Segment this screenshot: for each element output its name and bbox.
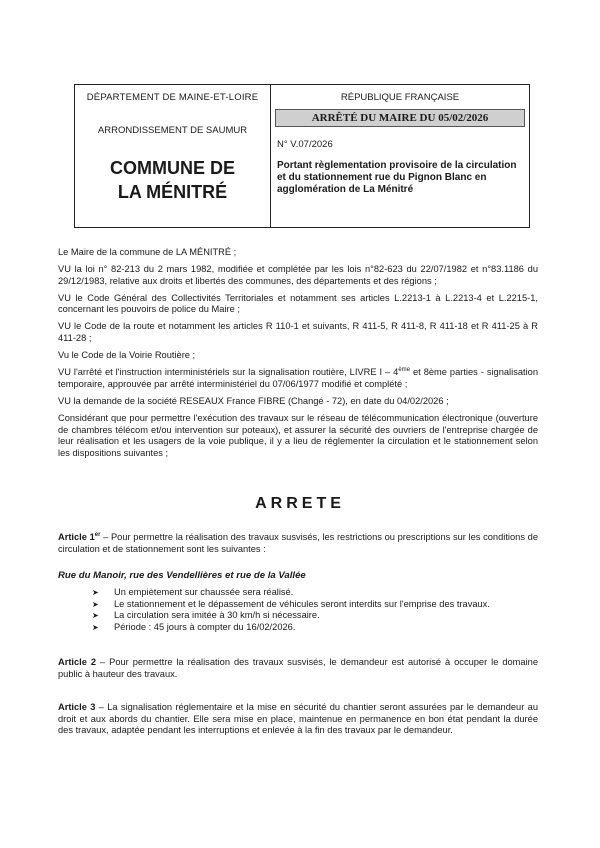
bullet-text: La circulation sera imitée à 30 km/h si nécessaire. xyxy=(114,610,320,621)
article-2-text: – Pour permettre la réalisation des travaux susvisés, le demandeur est autorisé à occuper le domaine public à hauteur des travaux. xyxy=(58,657,538,679)
article-1-sup: er xyxy=(94,531,101,538)
preamble-line: VU la demande de la société RESEAUX France FIBRE (Changé - 72), en date du 04/02/2026 ; xyxy=(58,395,449,406)
vu-arrete-before: VU l'arrêté et l'instruction interministériels sur la signalisation routière, LIVRE I – 4 xyxy=(58,367,399,378)
bullet-text: Un empiètement sur chaussée sera réalisé. xyxy=(114,587,294,597)
arrow-bullet-icon: ➤ xyxy=(92,622,99,632)
arrow-bullet-icon: ➤ xyxy=(92,611,99,621)
preamble-line: Vu le Code de la Voirie Routière ; xyxy=(58,350,196,361)
article-3 xyxy=(58,702,538,737)
vu-arrete-after: et 8ème parties - signalisation temporaire, approuvée par arrêté interministériel du 07/06/1977 modifié et complété ; xyxy=(58,367,538,389)
article-3-label: Article 3 xyxy=(58,702,96,712)
preamble-line: VU la loi n° 82-213 du 2 mars 1982, modifiée et complétée par les lois n°82-623 du 22/07/1982 et n°83.1186 du 29/12/1983, relative aux droits et libertés des communes, des départements et des régions ; xyxy=(58,264,538,286)
arrete-subject: Portant règlementation provisoire de la circulation et du stationnement rue du Pignon Blanc en agglomération de La Ménitré xyxy=(277,160,517,195)
vu-arrete-sup: ème xyxy=(398,367,411,374)
article-1-text: – Pour permettre la réalisation des travaux susvisés, les restrictions ou prescriptions sur les conditions de circulation et de stationnement sont les suivantes : xyxy=(58,532,538,554)
article-3-text: – La signalisation réglementaire et la mise en sécurité du chantier seront assurées par le demandeur au droit et aux abords du chantier. Elle sera mise en place, maintenue en permanence en bon état pendant la durée des travaux, adaptée pendant les interruptions et enlevée à la fin des travaux par le demandeur. xyxy=(58,702,538,736)
arrow-bullet-icon: ➤ xyxy=(92,599,99,609)
arrete-title: ARRETE xyxy=(255,495,345,512)
commune-name xyxy=(75,156,270,204)
preamble-line: Le Maire de la commune de LA MÉNITRÉ ; xyxy=(58,247,237,257)
preamble-line: VU le Code de la route et notamment les articles R 110-1 et suivants, R 411-5, R 411-8, R 411-18 et R 411-25 à R 411-28 ; xyxy=(58,321,538,344)
article-2-label: Article 2 xyxy=(58,657,97,667)
bullet-text: Période : 45 jours à compter du 16/02/2026. xyxy=(114,621,296,632)
header-right-column xyxy=(271,85,529,227)
header-left-column xyxy=(75,85,271,227)
arrete-number: N° V.07/2026 xyxy=(277,139,333,150)
list-item xyxy=(92,599,490,611)
preamble-line: Considérant que pour permettre l'exécution des travaux sur le réseau de télécommunication électronique (ouverture de chambres télécom et/ou intervention sur poteaux), et assurer la sécurité des ouvriers de l'entreprise chargée de leur réalisation et les usagers de la voie publique, il y a lieu de réglementer la circulation et le stationnement selon les dispositions suivantes ; xyxy=(58,413,538,458)
list-item xyxy=(92,587,490,599)
arrondissement-label: ARRONDISSEMENT DE SAUMUR xyxy=(97,125,248,136)
article-1 xyxy=(58,532,538,555)
preamble xyxy=(58,247,538,465)
arrow-bullet-icon: ➤ xyxy=(92,588,99,597)
preamble-line-vu-arrete xyxy=(58,367,538,390)
department-label: DÉPARTEMENT DE MAINE-ET-LOIRE xyxy=(86,92,259,103)
commune-line-2: LA MÉNITRÉ xyxy=(117,182,228,202)
republique-label: RÉPUBLIQUE FRANÇAISE xyxy=(340,92,460,103)
bullet-text: Le stationnement et le dépassement de véhicules seront interdits sur l'emprise des travaux. xyxy=(114,598,490,609)
preamble-line: VU le Code Général des Collectivités Territoriales et notamment ses articles L.2213-1 à L.2213-4 et L.2215-1, concernant les pouvoirs de police du Maire ; xyxy=(58,292,538,315)
list-item xyxy=(92,610,490,622)
article-2 xyxy=(58,657,538,680)
street-heading: Rue du Manoir, rue des Vendellières et rue de la Vallée xyxy=(58,570,306,581)
article-1-label: Article 1 xyxy=(58,532,95,542)
bullet-list xyxy=(92,587,490,633)
header-box xyxy=(74,84,530,228)
list-item xyxy=(92,622,490,634)
arrete-banner: ARRÊTÉ DU MAIRE DU 05/02/2026 xyxy=(275,109,525,127)
commune-line-1: COMMUNE DE xyxy=(110,158,235,178)
